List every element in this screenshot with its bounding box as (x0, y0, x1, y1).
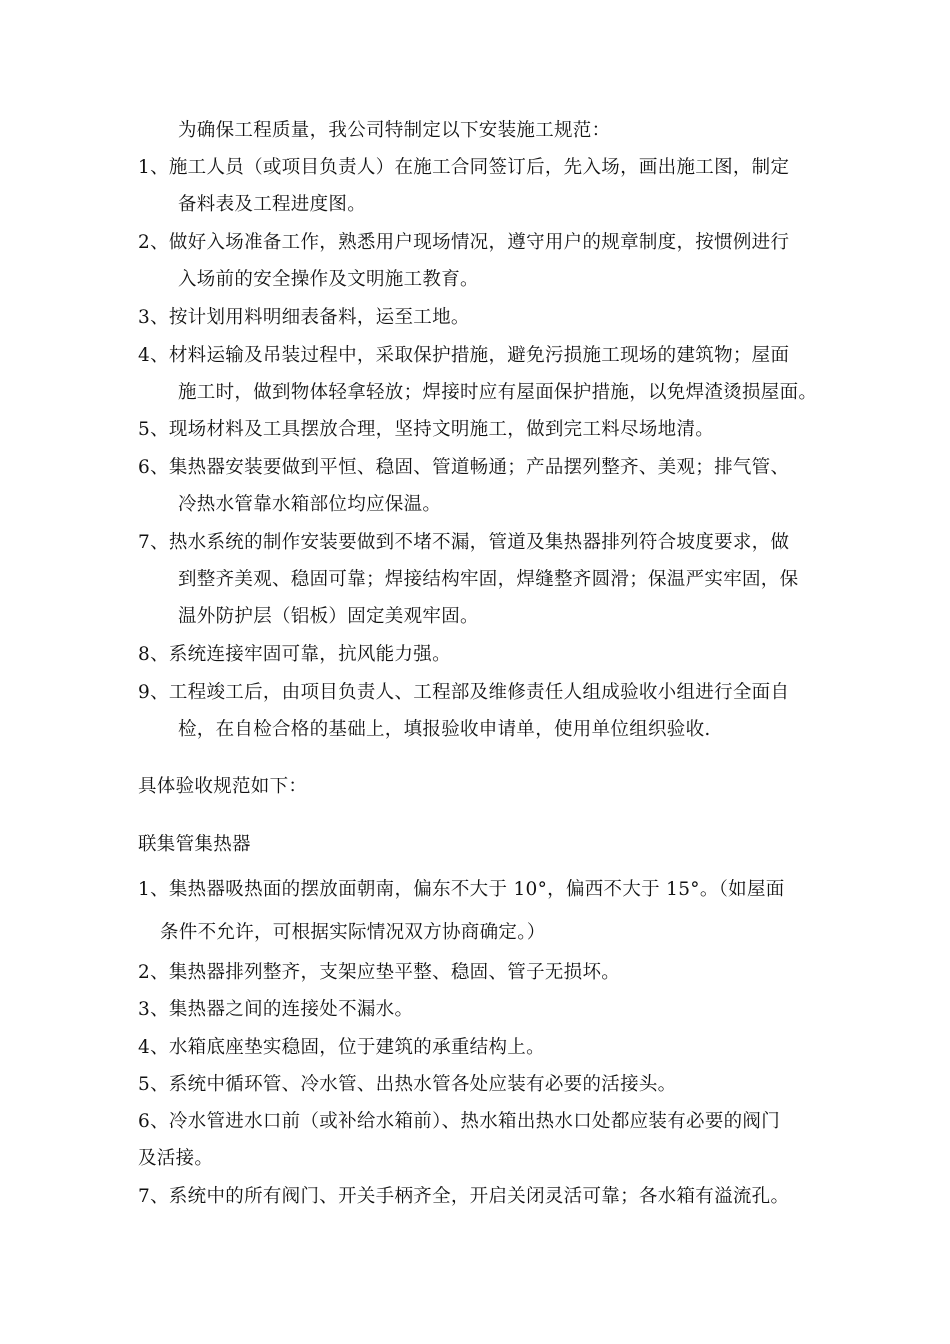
list-item: 1、集热器吸热面的摆放面朝南，偏东不大于 10°，偏西不大于 15°。（如屋面 (138, 879, 785, 900)
list-item: 3、按计划用料明细表备料，运至工地。 (138, 307, 470, 328)
list-item: 5、系统中循环管、冷水管、出热水管各处应装有必要的活接头。 (138, 1074, 677, 1095)
list-item-continuation: 检，在自检合格的基础上，填报验收申请单，使用单位组织验收. (178, 719, 711, 740)
list-item: 6、冷水管进水口前（或补给水箱前）、热水箱出热水口处都应装有必要的阀门 (138, 1111, 781, 1132)
list-item: 4、水箱底座垫实稳固，位于建筑的承重结构上。 (138, 1037, 545, 1058)
list-item: 2、集热器排列整齐，支架应垫平整、稳固、管子无损坏。 (138, 962, 621, 983)
intro-text: 为确保工程质量，我公司特制定以下安装施工规范： (178, 120, 611, 141)
list-item: 4、材料运输及吊装过程中，采取保护措施，避免污损施工现场的建筑物；屋面 (138, 345, 790, 366)
list-item: 5、现场材料及工具摆放合理，坚持文明施工，做到完工料尽场地清。 (138, 419, 715, 440)
list-item: 9、工程竣工后，由项目负责人、工程部及维修责任人组成验收小组进行全面自 (138, 682, 790, 703)
list-item: 2、做好入场准备工作，熟悉用户现场情况，遵守用户的规章制度，按惯例进行 (138, 232, 790, 253)
list-item-continuation: 温外防护层（铝板）固定美观牢固。 (178, 606, 479, 627)
acceptance-intro: 具体验收规范如下： (138, 776, 308, 797)
list-item-continuation: 条件不允许，可根据实际情况双方协商确定。） (160, 922, 546, 943)
list-item-continuation: 冷热水管靠水箱部位均应保温。 (178, 494, 442, 515)
list-item-continuation: 备料表及工程进度图。 (178, 194, 367, 215)
list-item: 8、系统连接牢固可靠，抗风能力强。 (138, 644, 451, 665)
list-item: 3、集热器之间的连接处不漏水。 (138, 999, 414, 1020)
list-item-continuation: 入场前的安全操作及文明施工教育。 (178, 269, 479, 290)
list-item-continuation: 及活接。 (138, 1148, 214, 1169)
list-item: 1、施工人员（或项目负责人）在施工合同签订后，先入场，画出施工图，制定 (138, 157, 790, 178)
section-title: 联集管集热器 (138, 834, 251, 855)
list-item: 6、集热器安装要做到平恒、稳固、管道畅通；产品摆列整齐、美观；排气管、 (138, 457, 790, 478)
list-item-continuation: 施工时，做到物体轻拿轻放；焊接时应有屋面保护措施，以免焊渣烫损屋面。 (178, 382, 818, 403)
list-item: 7、热水系统的制作安装要做到不堵不漏，管道及集热器排列符合坡度要求，做 (138, 532, 790, 553)
list-item: 7、系统中的所有阀门、开关手柄齐全，开启关闭灵活可靠；各水箱有溢流孔。 (138, 1186, 790, 1207)
list-item-continuation: 到整齐美观、稳固可靠；焊接结构牢固，焊缝整齐圆滑；保温严实牢固，保 (178, 569, 799, 590)
